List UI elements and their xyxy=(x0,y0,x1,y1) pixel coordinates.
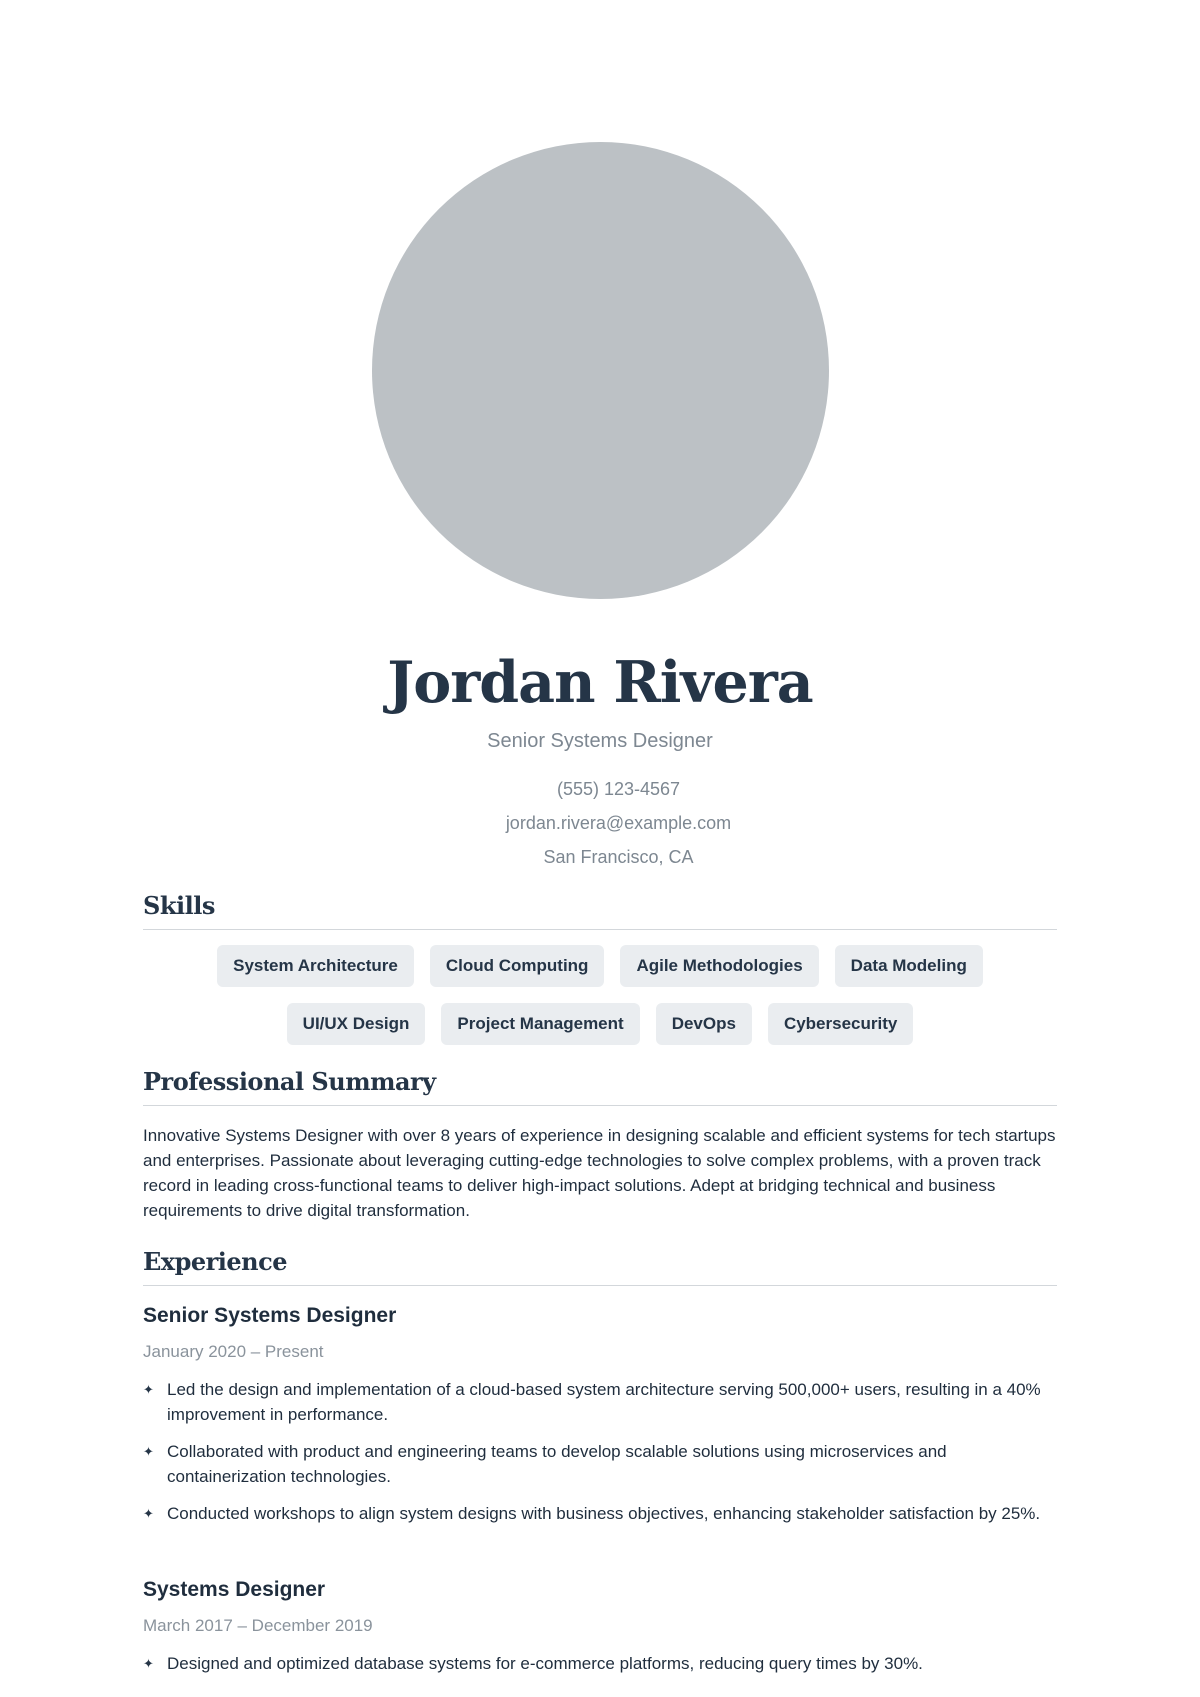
bullet-icon: ✦ xyxy=(143,1444,154,1459)
experience-heading: Experience xyxy=(143,1247,288,1276)
job-dates: March 2017 – December 2019 xyxy=(143,1616,373,1635)
skills-heading: Skills xyxy=(143,891,215,920)
summary-divider xyxy=(143,1105,1057,1106)
summary-text: Innovative Systems Designer with over 8 years of experience in designing scalable and efficient systems for tech startups and enterprises. Passionate about leveraging cutting-edge technologies to solve complex problems, with a proven track record in leading cross-functional teams to deliver high-impact solutions. Adept at bridging technical and business requirements to drive digital transformation. xyxy=(143,1126,1056,1220)
list-item xyxy=(143,1377,1063,1427)
list-item xyxy=(143,1651,1063,1676)
bullet-text: Conducted workshops to align system designs with business objectives, enhancing stakeholder satisfaction by 25%. xyxy=(167,1504,1041,1523)
list-item xyxy=(143,1501,1063,1526)
skill-chip: Data Modeling xyxy=(835,945,983,987)
profile-photo-placeholder xyxy=(372,142,829,599)
skill-chip: DevOps xyxy=(656,1003,752,1045)
skills-row-2 xyxy=(143,1003,1057,1045)
skill-chip: UI/UX Design xyxy=(287,1003,426,1045)
skills-row-1 xyxy=(143,945,1057,987)
bullet-text: Led the design and implementation of a cloud-based system architecture serving 500,000+ users, resulting in a 40% improvement in performance. xyxy=(167,1380,1041,1424)
job-bullets xyxy=(143,1377,1063,1538)
list-item xyxy=(143,1439,1063,1489)
skill-chip: Cybersecurity xyxy=(768,1003,913,1045)
bullet-text: Designed and optimized database systems for e-commerce platforms, reducing query times by 30%. xyxy=(167,1654,923,1673)
summary-heading: Professional Summary xyxy=(143,1067,436,1096)
candidate-name: Jordan Rivera xyxy=(387,649,813,716)
bullet-icon: ✦ xyxy=(143,1656,154,1671)
job-bullets xyxy=(143,1651,1063,1688)
bullet-icon: ✦ xyxy=(143,1506,154,1521)
candidate-title: Senior Systems Designer xyxy=(487,730,713,752)
job-title: Senior Systems Designer xyxy=(143,1304,397,1327)
skill-chip: Cloud Computing xyxy=(430,945,605,987)
skills-divider xyxy=(143,929,1057,930)
skill-chip: System Architecture xyxy=(217,945,414,987)
contact-phone: (555) 123-4567 xyxy=(556,779,681,799)
experience-divider xyxy=(143,1285,1057,1286)
contact-location: San Francisco, CA xyxy=(543,847,694,867)
contact-email: jordan.rivera@example.com xyxy=(505,813,732,833)
skill-chip: Project Management xyxy=(441,1003,639,1045)
bullet-icon: ✦ xyxy=(143,1382,154,1397)
job-title: Systems Designer xyxy=(143,1578,326,1601)
job-dates: January 2020 – Present xyxy=(143,1342,324,1361)
skill-chip: Agile Methodologies xyxy=(620,945,818,987)
bullet-text: Collaborated with product and engineering teams to develop scalable solutions using microservices and containerization technologies. xyxy=(167,1442,947,1486)
